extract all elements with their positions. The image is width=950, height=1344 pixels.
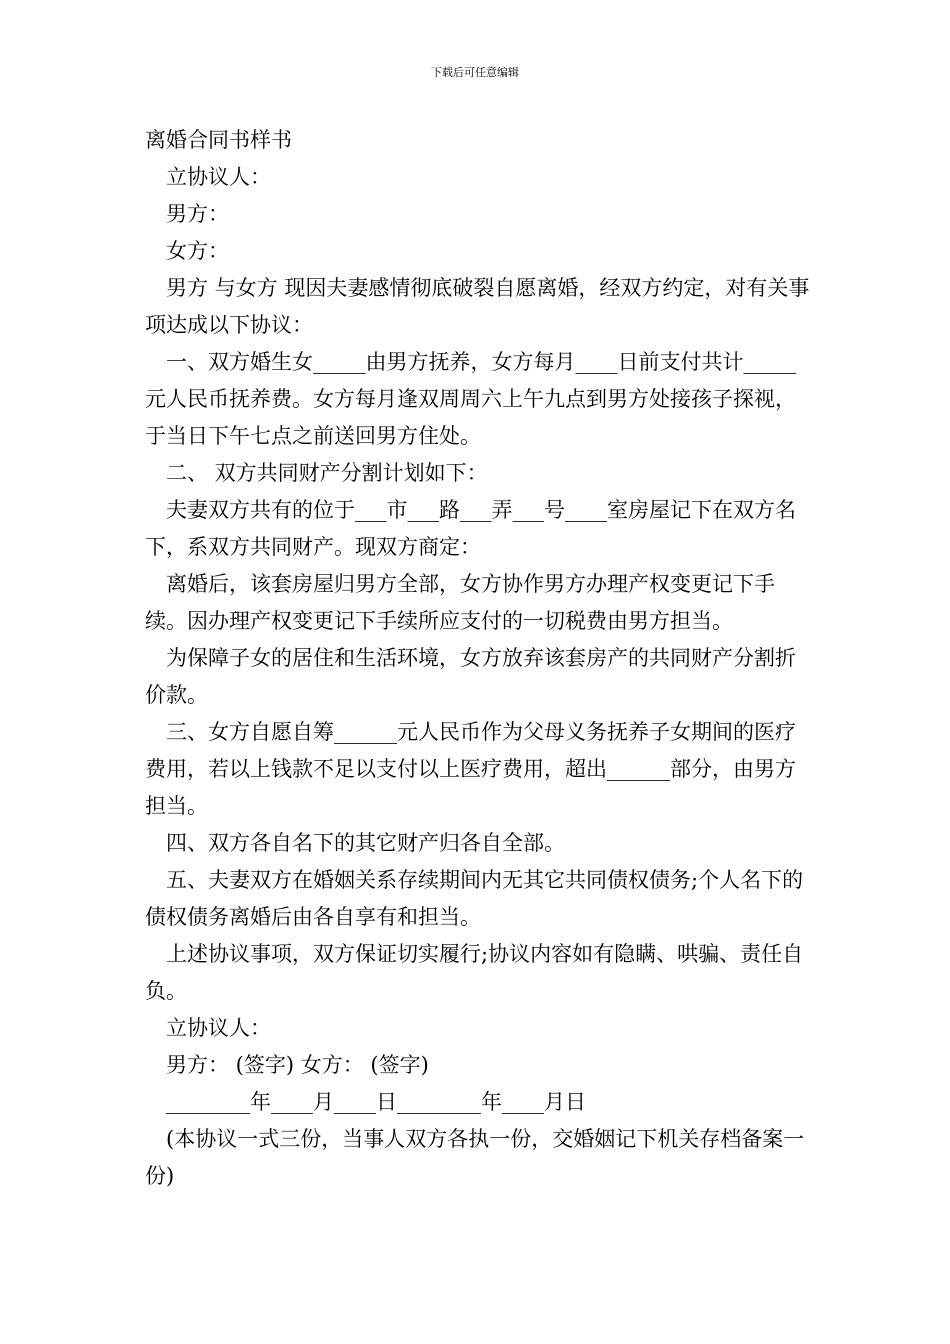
paragraph: 夫妻双方共有的位于___市___路___弄___号____室房屋记下在双方名下，系双方共同财产。现双方商定： bbox=[145, 498, 796, 559]
paragraph: 一、双方婚生女_____由男方抚养，女方每月____日前支付共计_____元人民币抚养费。女方每月逢双周周六上午九点到男方处接孩子探视，于当日下午七点之前送回男方住处。 bbox=[145, 350, 796, 448]
paragraph: 上述协议事项，双方保证切实履行;协议内容如有隐瞒、哄骗、责任自负。 bbox=[145, 942, 804, 1003]
document-body bbox=[145, 122, 811, 1195]
paragraph: 立协议人： bbox=[166, 1016, 271, 1040]
paragraph: 三、女方自愿自筹______元人民币作为父母义务抚养子女期间的医疗费用，若以上钱款不足以支付以上医疗费用，超出______部分，由男方担当。 bbox=[145, 720, 796, 818]
paragraph: 五、夫妻双方在婚姻关系存续期间内无其它共同债权债务;个人名下的债权债务离婚后由各自享有和担当。 bbox=[145, 868, 804, 929]
paragraph: 为保障子女的居住和生活环境，女方放弃该套房产的共同财产分割折价款。 bbox=[145, 646, 796, 707]
paragraph: 离婚后，该套房屋归男方全部，女方协作男方办理产权变更记下手续。因办理产权变更记下手续所应支付的一切税费由男方担当。 bbox=[145, 572, 775, 633]
paragraph: 二、 双方共同财产分割计划如下： bbox=[166, 461, 488, 485]
paragraph: (本协议一式三份，当事人双方各执一份，交婚姻记下机关存档备案一份) bbox=[145, 1127, 805, 1188]
document-title: 离婚合同书样书 bbox=[145, 128, 292, 152]
paragraph: 四、双方各自名下的其它财产归各自全部。 bbox=[166, 831, 565, 855]
page-header: 下载后可任意编辑 bbox=[431, 66, 519, 79]
paragraph: 男方： bbox=[166, 202, 229, 226]
date-line: ________年____月____日________年____月日 bbox=[166, 1090, 586, 1114]
signature-line: 男方： (签字) 女方： (签字) bbox=[166, 1053, 429, 1077]
paragraph: 男方 与女方 现因夫妻感情彻底破裂自愿离婚，经双方约定，对有关事项达成以下协议： bbox=[145, 276, 810, 337]
paragraph: 女方： bbox=[166, 239, 229, 263]
paragraph: 立协议人： bbox=[166, 165, 271, 189]
